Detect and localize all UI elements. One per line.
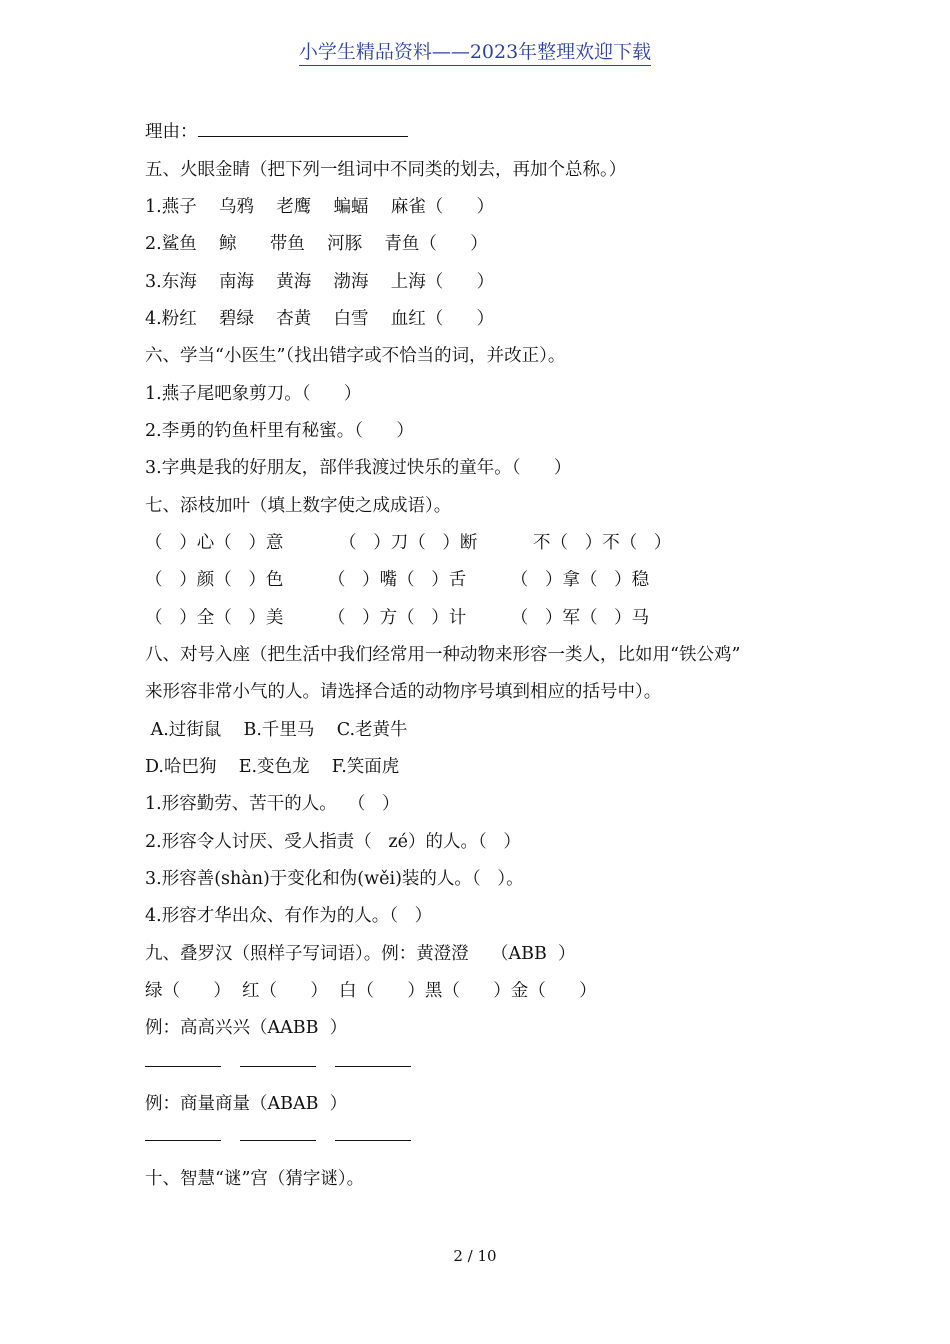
answer-blank xyxy=(145,1126,221,1141)
answer-blank xyxy=(240,1052,316,1067)
list-item: 2.李勇的钓鱼杆里有秘蜜。（ ） xyxy=(145,421,414,441)
idiom-row: （ ）颜（ ）色 （ ）嘴（ ）舌 （ ）拿（ ）稳 xyxy=(145,570,650,590)
section-5-title: 五、火眼金睛（把下列一组词中不同类的划去，再加个总称。） xyxy=(145,160,627,180)
list-item: 2.鲨鱼 鲸 带鱼 河豚 青鱼（ ） xyxy=(145,234,488,254)
reason-label: 理由： xyxy=(145,122,198,142)
list-item: 3.东海 南海 黄海 渤海 上海（ ） xyxy=(145,272,495,292)
answer-blank xyxy=(240,1126,316,1141)
section-9-title: 九、叠罗汉（照样子写词语）。例：黄澄澄 （ABB ） xyxy=(145,944,576,964)
answer-blank xyxy=(335,1126,411,1141)
options-row: A.过街鼠 B.千里马 C.老黄牛 xyxy=(145,720,408,740)
section-7-title: 七、添枝加叶（填上数字使之成成语）。 xyxy=(145,496,452,516)
answer-blank xyxy=(145,1052,221,1067)
example-aabb: 例：高高兴兴（AABB ） xyxy=(145,1018,348,1038)
list-item: 3.形容善(shàn)于变化和伪(wěi)装的人。（ ）。 xyxy=(145,869,524,889)
reason-blank xyxy=(198,122,408,137)
list-item: 3.字典是我的好朋友，部伴我渡过快乐的童年。（ ） xyxy=(145,458,572,478)
idiom-row: （ ）全（ ）美 （ ）方（ ）计 （ ）军（ ）马 xyxy=(145,608,650,628)
answer-blank xyxy=(335,1052,411,1067)
abab-blanks xyxy=(145,1124,430,1148)
aabb-blanks xyxy=(145,1050,430,1074)
list-item: 1.形容勤劳、苦干的人。 （ ） xyxy=(145,794,400,814)
page-number: 2 / 10 xyxy=(453,1247,497,1265)
section-8-title: 八、对号入座（把生活中我们经常用一种动物来形容一类人，比如用“铁公鸡” xyxy=(145,645,741,665)
idiom-row: （ ）心（ ）意 （ ）刀（ ）断 不（ ）不（ ） xyxy=(145,533,672,553)
list-item: 1.燕子尾吧象剪刀。（ ） xyxy=(145,384,362,404)
section-6-title: 六、学当“小医生”（找出错字或不恰当的词，并改正）。 xyxy=(145,346,566,366)
list-item: 2.形容令人讨厌、受人指责（ zé）的人。（ ） xyxy=(145,832,521,852)
options-row: D.哈巴狗 E.变色龙 F.笑面虎 xyxy=(145,757,400,777)
header-link[interactable]: 小学生精品资料——2023年整理欢迎下载 xyxy=(299,41,651,66)
list-item: 4.形容才华出众、有作为的人。（ ） xyxy=(145,906,433,926)
section-8-text: 来形容非常小气的人。请选择合适的动物序号填到相应的括号中）。 xyxy=(145,682,662,702)
reason-line xyxy=(145,120,408,144)
abb-row: 绿（ ） 红（ ） 白（ ）黑（ ）金（ ） xyxy=(145,981,597,1001)
example-abab: 例：商量商量（ABAB ） xyxy=(145,1094,348,1114)
section-10-title: 十、智慧“谜”宫（猜字谜）。 xyxy=(145,1169,365,1189)
list-item: 4.粉红 碧绿 杏黄 白雪 血红（ ） xyxy=(145,309,495,329)
document-header xyxy=(0,37,950,64)
list-item: 1.燕子 乌鸦 老鹰 蝙蝠 麻雀（ ） xyxy=(145,197,495,217)
